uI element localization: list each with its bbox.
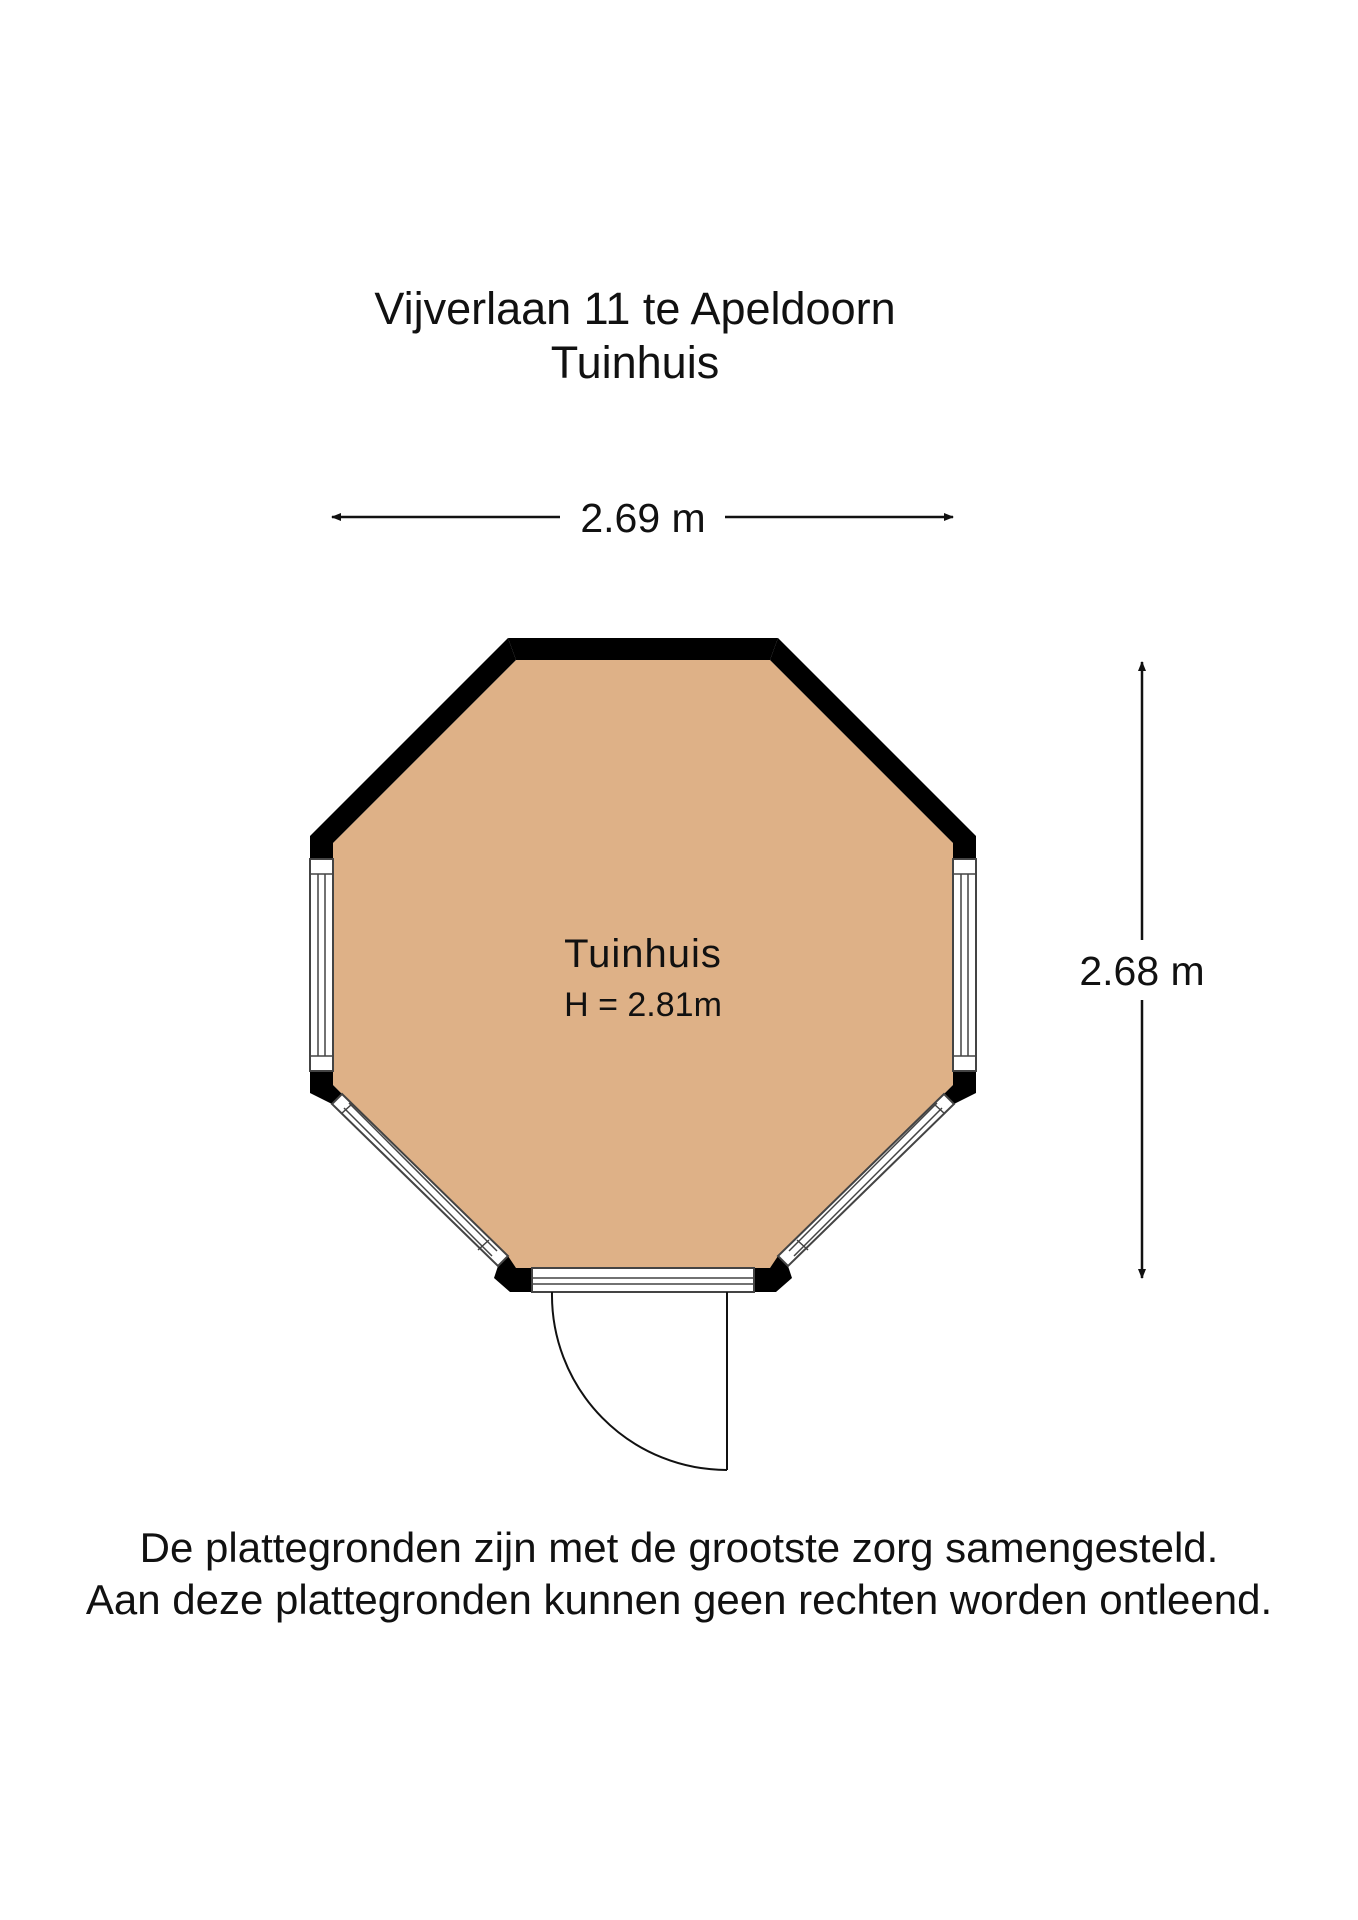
door-swing [552, 1292, 727, 1470]
corner-post-west-top [310, 843, 333, 859]
room-name-label: Tuinhuis [564, 932, 722, 976]
width-dimension-label: 2.69 m [580, 495, 706, 541]
address-title: Vijverlaan 11 te Apeldoorn [374, 283, 896, 334]
width-dimension [332, 495, 953, 541]
disclaimer-line-1: De plattegronden zijn met de grootste zorg samengesteld. [139, 1524, 1219, 1571]
disclaimer [0, 1522, 1358, 1626]
disclaimer-line-2: Aan deze plattegronden kunnen geen rechten worden ontleend. [85, 1576, 1273, 1623]
door-opening [532, 1268, 754, 1292]
window-west [310, 859, 333, 1071]
corner-post-east-top [953, 843, 976, 859]
depth-dimension [1079, 662, 1204, 1278]
window-east [953, 859, 976, 1071]
depth-dimension-label: 2.68 m [1079, 948, 1205, 994]
wall-north [508, 638, 778, 660]
room-height-label: H = 2.81m [564, 986, 722, 1024]
floor-title: Tuinhuis [550, 337, 720, 388]
door-swing-arc [552, 1292, 727, 1470]
